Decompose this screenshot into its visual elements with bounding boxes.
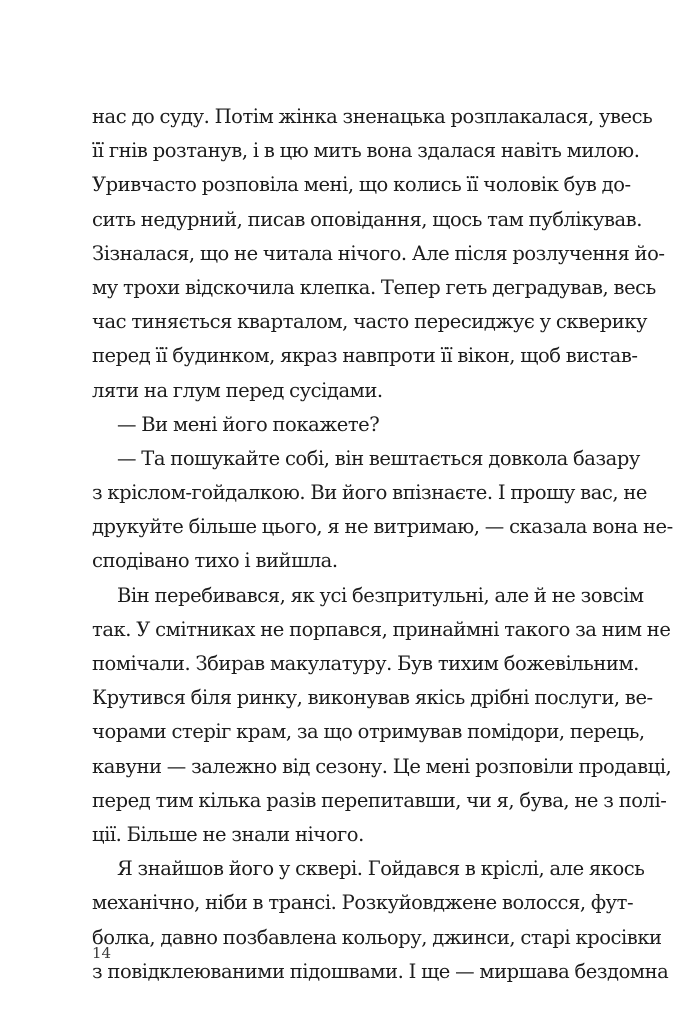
text-line: з повідклеюваними підошвами. І ще — миршава бездомна (92, 959, 669, 983)
text-line: сить недурний, писав оповідання, щось там публікував. (92, 207, 642, 231)
text-line: Зізналася, що не читала нічого. Але після розлучення йо- (92, 241, 665, 265)
text-line: чорами стеріг крам, за що отримував помідори, перець, (92, 720, 645, 744)
text-line: механічно, ніби в трансі. Розкуйовджене волосся, фут- (92, 891, 634, 915)
text-line: кавуни — залежно від сезону. Це мені розповіли продавці, (92, 754, 672, 778)
text-line: Крутився біля ринку, виконував якісь дрібні послуги, ве- (92, 686, 653, 710)
text-line: друкуйте більше цього, я не витримаю, — сказала вона не- (92, 515, 673, 539)
text-line: му трохи відскочила клепка. Тепер геть деградував, весь (92, 275, 656, 299)
text-line: з кріслом-гойдалкою. Ви його впізнаєте. І прошу вас, не (92, 481, 647, 505)
paragraph-first-line: Я знайшов його у сквері. Гойдався в кріслі, але якось (117, 857, 645, 881)
text-line: нас до суду. Потім жінка зненацька розплакалася, увесь (92, 105, 653, 128)
text-line: перед її будинком, якраз навпроти її вікон, щоб вистав- (92, 344, 638, 368)
text-line: перед тим кілька разів перепитавши, чи я, бува, не з полі- (92, 788, 667, 812)
dialogue-line: — Ви мені його покажете? (117, 412, 380, 436)
text-line: так. У смітниках не порпався, принаймні такого за ним не (92, 617, 671, 641)
text-line: її гнів розтанув, і в цю мить вона здалася навіть милою. (92, 139, 640, 163)
text-line: сподівано тихо і вийшла. (92, 549, 338, 573)
page-number: 14 (92, 944, 112, 962)
text-line: ції. Більше не знали нічого. (92, 822, 364, 846)
text-line: Уривчасто розповіла мені, що колись її чоловік був до- (92, 173, 631, 197)
text-line: ляти на глум перед сусідами. (92, 378, 383, 402)
text-line: болка, давно позбавлена кольору, джинси, старі кросівки (92, 925, 662, 949)
page-text (92, 100, 673, 989)
paragraph-first-line: Він перебивався, як усі безпритульні, але й не зовсім (117, 583, 644, 607)
dialogue-line: — Та пошукайте собі, він вештається довкола базару (117, 446, 640, 470)
text-line: помічали. Збирав макулатуру. Був тихим божевільним. (92, 652, 639, 675)
text-line: час тиняється кварталом, часто пересиджує у скверику (92, 310, 648, 334)
